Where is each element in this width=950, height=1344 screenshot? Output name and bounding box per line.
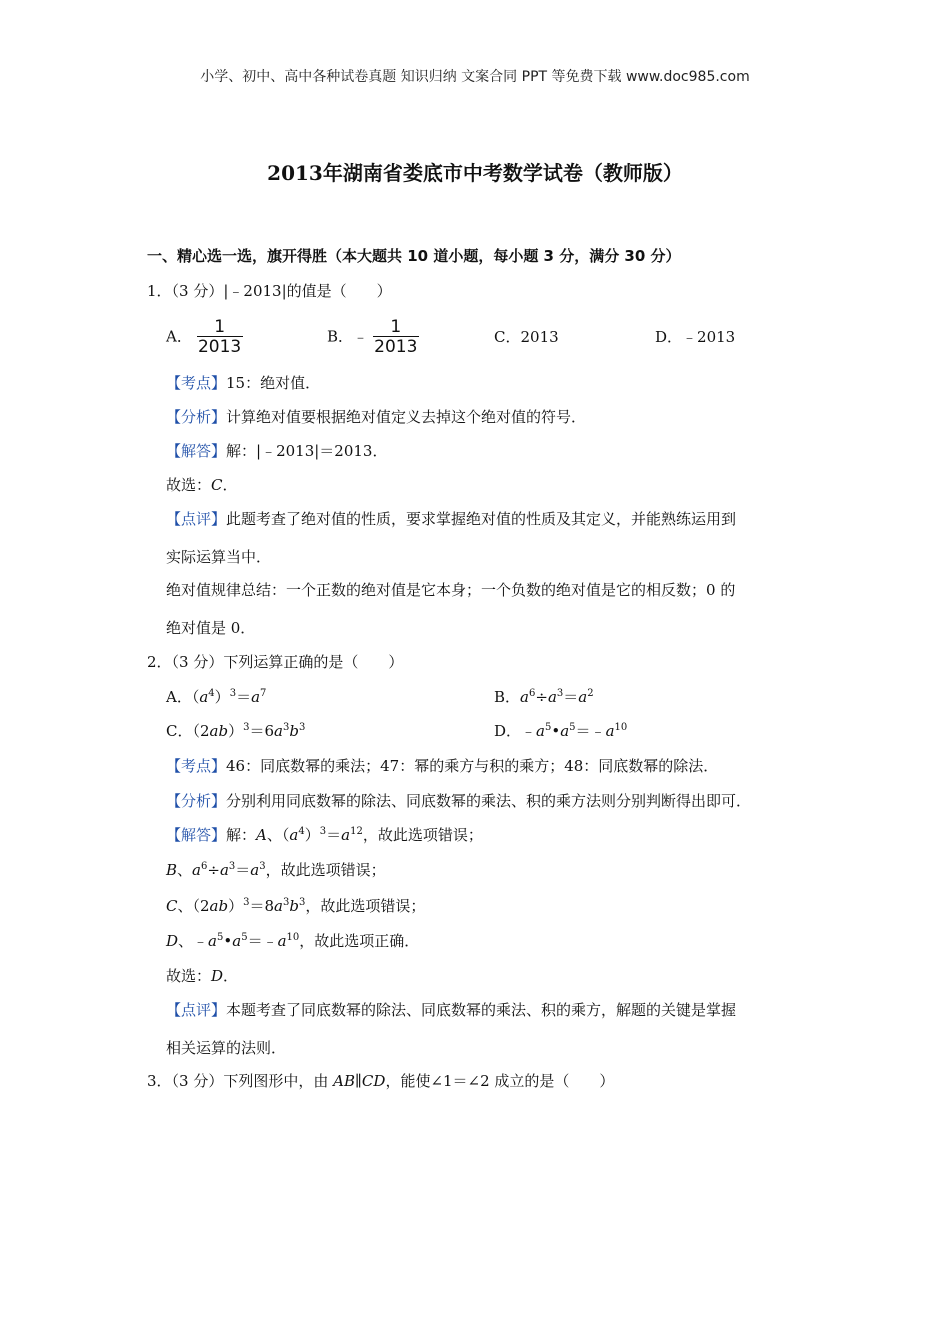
q2-stem: 2．（3 分）下列运算正确的是（ ） bbox=[147, 653, 404, 671]
q1-option-d: D．﹣2013 bbox=[655, 328, 736, 346]
kaodian-tag: 【考点】 bbox=[166, 757, 227, 775]
q2-fenxi bbox=[166, 790, 751, 812]
q1-option-b-label: B．﹣ bbox=[327, 327, 369, 346]
answer-letter: C bbox=[211, 476, 223, 494]
kaodian-text: 46：同底数幂的乘法；47：幂的乘方与积的乘方；48：同底数幂的除法． bbox=[226, 757, 719, 775]
q2-kaodian bbox=[166, 755, 718, 777]
q3-segment-cd: CD bbox=[361, 1072, 386, 1090]
fenxi-text: 分别利用同底数幂的除法、同底数幂的乘法、积的乘方法则分别判断得出即可． bbox=[226, 792, 752, 810]
q2-answer bbox=[166, 965, 238, 987]
q1-dianping-line3: 绝对值规律总结：一个正数的绝对值是它本身；一个负数的绝对值是它的相反数；0 的 bbox=[166, 581, 736, 599]
fraction-numerator: 1 bbox=[390, 317, 402, 337]
section-heading: 一、精心选一选，旗开得胜（本大题共 10 道小题，每小题 3 分，满分 30 分） bbox=[147, 247, 681, 265]
q1-kaodian bbox=[166, 372, 320, 394]
fraction-denominator: 2013 bbox=[197, 337, 242, 357]
jieda-text: 解：|﹣2013|＝2013． bbox=[226, 442, 388, 460]
answer-suffix: ． bbox=[223, 967, 239, 985]
q1-dianping bbox=[166, 508, 736, 530]
answer-letter: D bbox=[211, 967, 224, 985]
q1-option-a bbox=[166, 318, 243, 357]
q2-option-d: D．$﹣a^5•a^5=﹣a^{10}$ bbox=[494, 722, 628, 740]
q1-dianping-line4: 绝对值是 0． bbox=[166, 619, 256, 637]
q3-stem bbox=[147, 1070, 614, 1092]
fraction-numerator: 1 bbox=[214, 317, 226, 337]
q3-stem-suffix: ，能使∠1＝∠2 成立的是（ ） bbox=[385, 1072, 615, 1090]
q2-option-b: B．$a^6\div a^3=a^2$ bbox=[494, 688, 594, 706]
jieda-tag: 【解答】 bbox=[166, 826, 227, 844]
q1-stem: 1．（3 分）|﹣2013|的值是（ ） bbox=[147, 282, 392, 300]
q1-option-b bbox=[327, 318, 419, 357]
q1-dianping-line2: 实际运算当中． bbox=[166, 548, 272, 566]
jieda-tag: 【解答】 bbox=[166, 442, 227, 460]
q2-dianping-line2: 相关运算的法则． bbox=[166, 1039, 287, 1057]
fraction-denominator: 2013 bbox=[374, 337, 418, 357]
fenxi-text: 计算绝对值要根据绝对值定义去掉这个绝对值的符号． bbox=[226, 408, 587, 426]
jieda-b-end: ，故此选项错误； bbox=[265, 861, 386, 879]
page-title: 2013年湖南省娄底市中考数学试卷（教师版） bbox=[267, 161, 683, 185]
q3-segment-ab: AB bbox=[333, 1072, 355, 1090]
q1-fenxi bbox=[166, 406, 586, 428]
q2-jieda-d: D、$﹣a^5•a^5=﹣a^{10}$，故此选项正确． bbox=[166, 932, 420, 950]
jieda-d-end: ，故此选项正确． bbox=[299, 932, 420, 950]
q2-option-a: A．$(a^4)^3=a^7$ bbox=[166, 688, 267, 706]
q1-option-c: C．2013 bbox=[494, 328, 559, 346]
kaodian-tag: 【考点】 bbox=[166, 374, 227, 392]
fenxi-tag: 【分析】 bbox=[166, 792, 227, 810]
q1-option-b-fraction bbox=[373, 318, 419, 357]
q3-parallel-sign: ∥ bbox=[354, 1072, 362, 1090]
answer-prefix: 故选： bbox=[166, 476, 212, 494]
page-header: 小学、初中、高中各种试卷真题 知识归纳 文案合同 PPT 等免费下载 www.doc985.com bbox=[200, 69, 750, 85]
q1-option-a-fraction bbox=[197, 318, 243, 357]
answer-prefix: 故选： bbox=[166, 967, 212, 985]
q1-jieda bbox=[166, 440, 387, 462]
dianping-text: 本题考查了同底数幂的除法、同底数幂的乘法、积的乘方，解题的关键是掌握 bbox=[226, 1001, 737, 1019]
q2-jieda-b: B、$a^6\div a^3=a^3$，故此选项错误； bbox=[166, 861, 386, 879]
dianping-tag: 【点评】 bbox=[166, 1001, 227, 1019]
q1-answer bbox=[166, 474, 238, 496]
dianping-text: 此题考查了绝对值的性质，要求掌握绝对值的性质及其定义，并能熟练运用到 bbox=[226, 510, 737, 528]
jieda-a-end: ，故此选项错误； bbox=[362, 826, 483, 844]
q3-stem-prefix: 3．（3 分）下列图形中，由 bbox=[147, 1072, 334, 1090]
q2-option-c: C．$(2ab)^3=6a^3b^3$ bbox=[166, 722, 306, 740]
q1-option-a-label: A． bbox=[166, 327, 192, 346]
dianping-tag: 【点评】 bbox=[166, 510, 227, 528]
kaodian-text: 15：绝对值． bbox=[226, 374, 321, 392]
q2-jieda: 【解答】解：A、$(a^4)^3=a^{12}$，故此选项错误； bbox=[166, 826, 483, 844]
q2-dianping bbox=[166, 999, 736, 1021]
answer-suffix: ． bbox=[222, 476, 238, 494]
q2-jieda-c: C、$(2ab)^3=8a^3b^3$，故此选项错误； bbox=[166, 897, 426, 915]
fenxi-tag: 【分析】 bbox=[166, 408, 227, 426]
jieda-c-end: ，故此选项错误； bbox=[305, 897, 426, 915]
